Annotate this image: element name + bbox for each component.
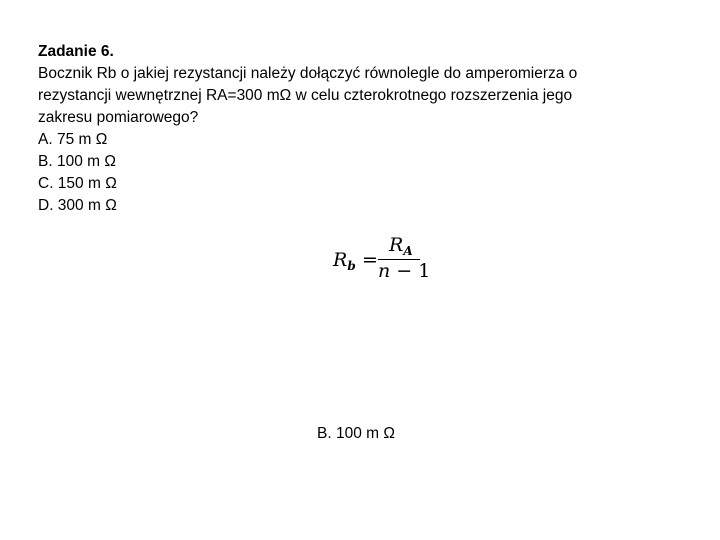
formula-lhs-symbol: R <box>333 249 348 271</box>
formula-denominator-op: − <box>390 260 419 282</box>
formula-equals: = <box>362 249 378 271</box>
task-text <box>38 41 678 217</box>
formula-denominator <box>378 260 430 282</box>
option-b: B. 100 m Ω <box>38 153 116 170</box>
formula-numerator-symbol: R <box>389 234 404 256</box>
option-c: C. 150 m Ω <box>38 175 117 192</box>
question-line-3: zakresu pomiarowego? <box>38 109 199 126</box>
shunt-formula <box>333 234 433 284</box>
option-a: A. 75 m Ω <box>38 131 108 148</box>
formula-denominator-const: 1 <box>418 260 431 282</box>
formula-numerator <box>389 234 413 256</box>
question-line-1: Bocznik Rb o jakiej rezystancji należy dołączyć równolegle do amperomierza o <box>38 65 578 82</box>
formula-denominator-var: n <box>378 260 391 282</box>
task-title: Zadanie 6. <box>38 43 114 60</box>
option-d: D. 300 m Ω <box>38 197 117 214</box>
formula-lhs <box>333 249 356 271</box>
formula-lhs-subscript: b <box>347 259 356 273</box>
formula-numerator-subscript: A <box>403 244 413 258</box>
question-line-2: rezystancji wewnętrznej RA=300 mΩ w celu czterokrotnego rozszerzenia jego <box>38 87 573 104</box>
answer-text: B. 100 m Ω <box>317 425 395 442</box>
